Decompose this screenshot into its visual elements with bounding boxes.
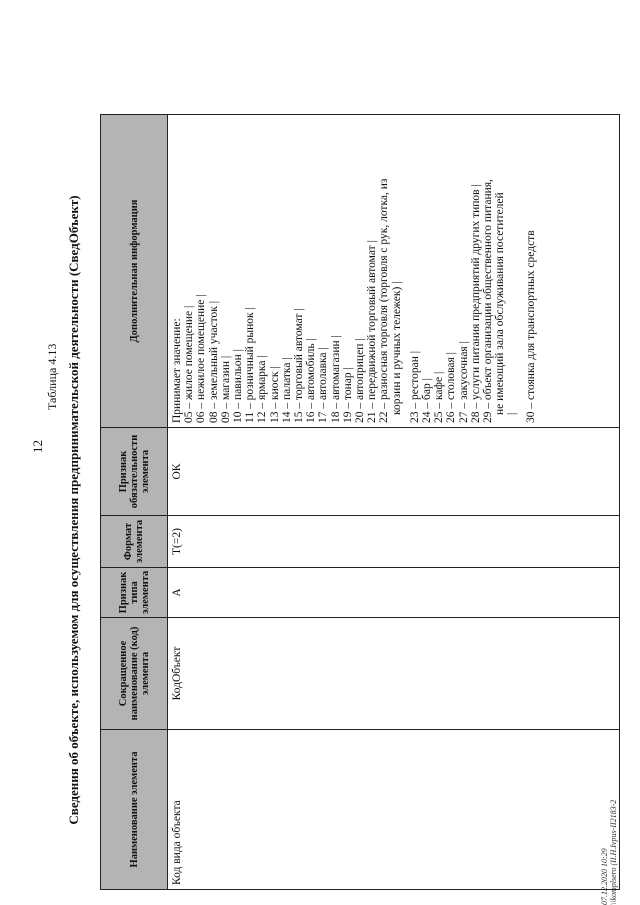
info-line: 16 – автомобиль | bbox=[305, 338, 318, 423]
info-line: 27 – закусочная | bbox=[457, 341, 470, 423]
info-line: 14 – палатка | bbox=[280, 357, 293, 423]
header-required: Признак обязательности элемента bbox=[101, 428, 168, 516]
info-line: корзин и ручных тележек) | bbox=[390, 281, 403, 415]
info-line: 06 – нежилое помещение | bbox=[195, 294, 208, 423]
table-row bbox=[168, 115, 620, 890]
table-label: Таблица 4.13 bbox=[45, 343, 59, 410]
info-line: 13 – киоск | bbox=[268, 366, 281, 423]
info-line: 23 – ресторан | bbox=[408, 350, 421, 423]
info-line: 08 – земельный участок | bbox=[207, 300, 220, 423]
info-line: 18 – автомагазин | bbox=[329, 335, 342, 423]
elements-table bbox=[100, 114, 620, 890]
info-line: 05 – жилое помещение | bbox=[183, 305, 196, 423]
info-line: 28 – услуги питания предприятий других типов | bbox=[469, 184, 482, 423]
cell-name: Код вида объекта bbox=[168, 730, 620, 890]
info-line: 19 – тонар | bbox=[341, 367, 354, 423]
info-line: 20 – автоприцеп | bbox=[354, 338, 367, 423]
info-line: 30 – стоянка для транспортных средств bbox=[524, 230, 537, 423]
info-line: 26 – столовая | bbox=[445, 352, 458, 423]
cell-info bbox=[168, 115, 620, 428]
info-line: 29 – объект организации общественного питания, bbox=[482, 179, 495, 423]
header-type: Признак типа элемента bbox=[101, 568, 168, 618]
page-number: 12 bbox=[30, 440, 45, 453]
rotated-table-area bbox=[45, 100, 630, 890]
info-line: 15 – торговый автомат | bbox=[293, 308, 306, 423]
info-line: Принимает значение: bbox=[171, 318, 183, 423]
info-line: 25 – кафе | bbox=[433, 371, 446, 423]
info-line: 12 – ярмарка | bbox=[256, 355, 269, 423]
info-line: 11 – розничный рынок | bbox=[244, 307, 257, 423]
cell-format: T(=2) bbox=[168, 516, 620, 568]
header-short-name: Сокращенное наименование (код) элемента bbox=[101, 618, 168, 730]
table-header-row bbox=[101, 115, 168, 890]
header-format: Формат элемента bbox=[101, 516, 168, 568]
info-line: 10 – павильон | bbox=[232, 349, 245, 423]
info-line: 09 – магазин | bbox=[219, 355, 232, 423]
print-footer bbox=[600, 800, 618, 905]
header-info: Дополнительная информация bbox=[101, 115, 168, 428]
info-line: не имеющий зала обслуживания посетителей bbox=[494, 192, 507, 415]
table-title: Сведения об объекте, используемом для осуществления предпринимательской деятельности (СведОбъект) bbox=[66, 195, 81, 825]
cell-type: А bbox=[168, 568, 620, 618]
cell-short-name: КодОбъект bbox=[168, 618, 620, 730]
cell-required: ОК bbox=[168, 428, 620, 516]
footer-path: \\komplsero (II.H.Ivpus-II2183-2 bbox=[609, 799, 618, 905]
info-line: 24 – бар | bbox=[421, 378, 434, 423]
header-name: Наименование элемента bbox=[101, 730, 168, 890]
info-line: 21 – передвижной торговый автомат | bbox=[366, 240, 379, 423]
info-line: | bbox=[506, 412, 519, 415]
info-line: 22 – разносная торговля (торговля с рук, лотка, из bbox=[378, 178, 391, 423]
info-line: 17 – автолавка | bbox=[317, 347, 330, 423]
footer-timestamp: 07.12.2020 10:29 bbox=[600, 848, 609, 905]
